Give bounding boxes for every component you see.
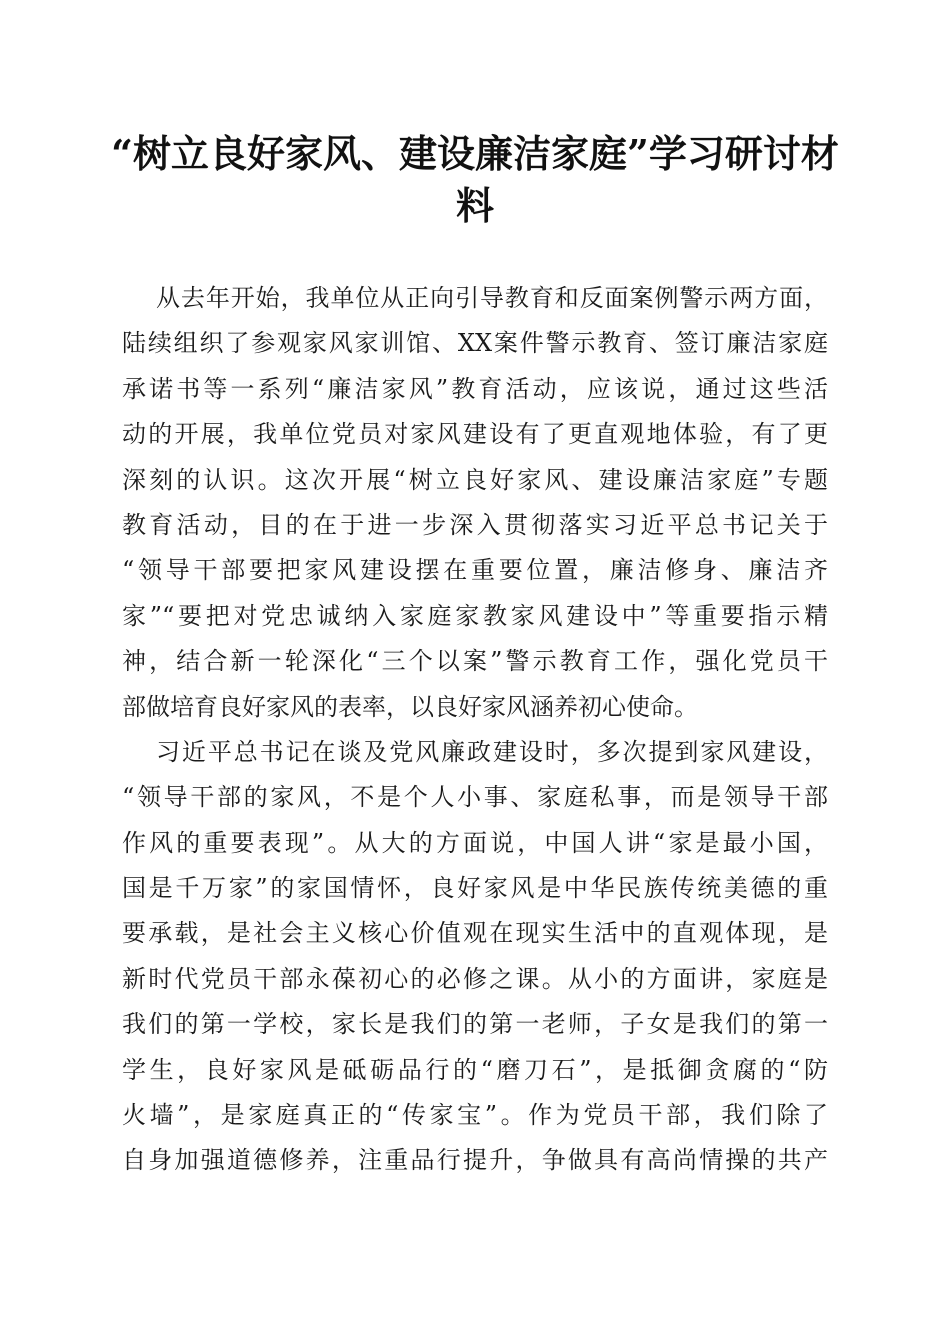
paragraph-line: “领导干部要把家风建设摆在重要位置，廉洁修身、廉洁齐 [122, 556, 828, 585]
paragraph-line: 陆续组织了参观家风家训馆、XX案件警示教育、签订廉洁家庭 [122, 329, 828, 358]
paragraph-line: 动的开展，我单位党员对家风建设有了更直观地体验，有了更 [122, 420, 828, 449]
document-title [110, 128, 840, 232]
paragraph-2 [122, 730, 828, 1184]
paragraph-line: 自身加强道德修养，注重品行提升，争做具有高尚情操的共产 [122, 1146, 828, 1175]
paragraph-line: 家”“要把对党忠诚纳入家庭家教家风建设中”等重要指示精 [122, 601, 828, 630]
paragraph-line: 承诺书等一系列“廉洁家风”教育活动，应该说，通过这些活 [122, 374, 828, 403]
paragraph-line: 火墙”，是家庭真正的“传家宝”。作为党员干部，我们除了 [122, 1101, 828, 1130]
paragraph-line: 深刻的认识。这次开展“树立良好家风、建设廉洁家庭”专题 [122, 465, 828, 494]
paragraph-line: 习近平总书记在谈及党风廉政建设时，多次提到家风建设， [156, 737, 828, 766]
paragraph-line: “领导干部的家风，不是个人小事、家庭私事，而是领导干部 [122, 783, 828, 812]
document-body [122, 276, 828, 1184]
paragraph-line: 神，结合新一轮深化“三个以案”警示教育工作，强化党员干 [122, 647, 828, 676]
paragraph-line: 新时代党员干部永葆初心的必修之课。从小的方面讲，家庭是 [122, 964, 828, 993]
paragraph-line: 从去年开始，我单位从正向引导教育和反面案例警示两方面， [156, 284, 828, 312]
paragraph-line: 作风的重要表现”。从大的方面说，中国人讲“家是最小国， [122, 828, 828, 857]
title-line-1: “树立良好家风、建设廉洁家庭”学习研讨材 [111, 131, 839, 176]
paragraph-1 [122, 276, 828, 730]
paragraph-line: 要承载，是社会主义核心价值观在现实生活中的直观体现，是 [122, 919, 828, 948]
paragraph-line: 部做培育良好家风的表率，以良好家风涵养初心使命。 [122, 692, 698, 721]
paragraph-line: 教育活动，目的在于进一步深入贯彻落实习近平总书记关于 [122, 510, 828, 539]
paragraph-line: 学生，良好家风是砥砺品行的“磨刀石”，是抵御贪腐的“防 [122, 1055, 828, 1084]
title-line-2: 料 [455, 183, 494, 228]
paragraph-line: 我们的第一学校，家长是我们的第一老师，子女是我们的第一 [122, 1010, 828, 1039]
paragraph-line: 国是千万家”的家国情怀，良好家风是中华民族传统美德的重 [122, 874, 828, 903]
